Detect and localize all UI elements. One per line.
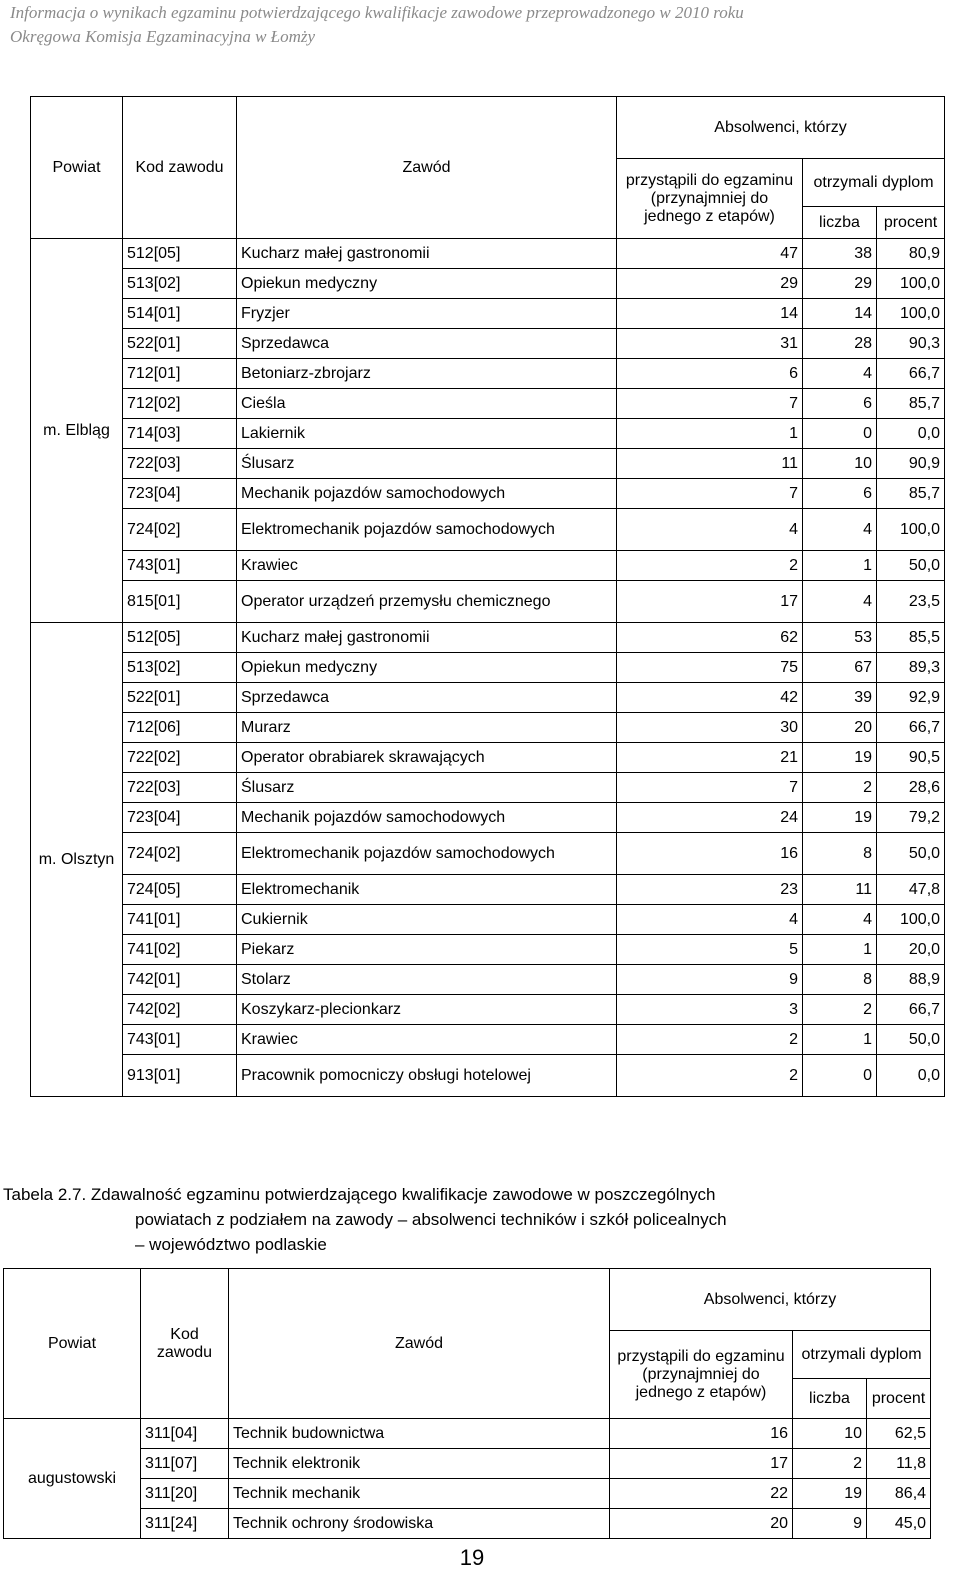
przystapili-cell: 3 (617, 995, 803, 1025)
przystapili-cell: 4 (617, 509, 803, 551)
header-przystapili-label: przystąpili do egzaminu (617, 1347, 785, 1365)
zawod-cell: Lakiernik (237, 419, 617, 449)
przystapili-cell: 75 (617, 653, 803, 683)
table-row (31, 269, 945, 299)
przystapili-cell: 2 (617, 1055, 803, 1097)
table-row (31, 995, 945, 1025)
procent-cell: 90,5 (877, 743, 945, 773)
table-row (31, 509, 945, 551)
table-row (31, 359, 945, 389)
table-row (31, 875, 945, 905)
header-kod-zawodu: Kod zawodu (123, 97, 237, 239)
liczba-cell: 14 (803, 299, 877, 329)
przystapili-cell: 42 (617, 683, 803, 713)
liczba-cell: 1 (803, 1025, 877, 1055)
page-header (0, 0, 960, 52)
header-zawod: Zawód (229, 1269, 610, 1419)
zawod-cell: Mechanik pojazdów samochodowych (237, 803, 617, 833)
procent-cell: 62,5 (867, 1419, 931, 1449)
przystapili-cell: 14 (617, 299, 803, 329)
kod-cell: 723[04] (123, 803, 237, 833)
kod-cell: 311[20] (141, 1479, 229, 1509)
header-zawod: Zawód (237, 97, 617, 239)
zawod-cell: Elektromechanik pojazdów samochodowych (237, 509, 617, 551)
caption-line-3: – województwo podlaskie (135, 1235, 327, 1254)
header-absolwenci: Absolwenci, którzy (610, 1269, 931, 1331)
przystapili-cell: 47 (617, 239, 803, 269)
header-przystapili-note: (przynajmniej do jednego z etapów) (644, 189, 775, 225)
kod-cell: 714[03] (123, 419, 237, 449)
zawod-cell: Ślusarz (237, 773, 617, 803)
kod-cell: 712[06] (123, 713, 237, 743)
procent-cell: 89,3 (877, 653, 945, 683)
zawod-cell: Koszykarz-plecionkarz (237, 995, 617, 1025)
table-row (31, 773, 945, 803)
kod-cell: 743[01] (123, 1025, 237, 1055)
header-przystapili (610, 1331, 793, 1419)
header-otrzymali: otrzymali dyplom (793, 1331, 931, 1379)
header-przystapili-label: przystąpili do egzaminu (625, 171, 794, 189)
liczba-cell: 6 (803, 389, 877, 419)
table-row (4, 1509, 931, 1539)
procent-cell: 11,8 (867, 1449, 931, 1479)
header-liczba: liczba (793, 1379, 867, 1419)
liczba-cell: 4 (803, 509, 877, 551)
kod-cell: 512[05] (123, 623, 237, 653)
header-otrzymali: otrzymali dyplom (803, 159, 945, 207)
przystapili-cell: 62 (617, 623, 803, 653)
caption-line-2: powiatach z podziałem na zawody – absolwenci techników i szkół policealnych (135, 1210, 727, 1229)
header-kod-zawodu: Kod zawodu (141, 1269, 229, 1419)
header-liczba: liczba (803, 207, 877, 239)
kod-cell: 522[01] (123, 683, 237, 713)
table-row (4, 1419, 931, 1449)
zawod-cell: Technik elektronik (229, 1449, 610, 1479)
liczba-cell: 38 (803, 239, 877, 269)
header-procent: procent (867, 1379, 931, 1419)
table-row (31, 329, 945, 359)
zawod-cell: Sprzedawca (237, 329, 617, 359)
page-number: 19 (459, 1545, 485, 1570)
przystapili-cell: 16 (617, 833, 803, 875)
liczba-cell: 0 (803, 419, 877, 449)
table-row (31, 389, 945, 419)
procent-cell: 79,2 (877, 803, 945, 833)
kod-cell: 741[01] (123, 905, 237, 935)
procent-cell: 47,8 (877, 875, 945, 905)
powiat-cell: m. Olsztyn (31, 623, 123, 1097)
kod-cell: 722[03] (123, 449, 237, 479)
kod-cell: 742[02] (123, 995, 237, 1025)
procent-cell: 90,9 (877, 449, 945, 479)
przystapili-cell: 16 (610, 1419, 793, 1449)
kod-cell: 513[02] (123, 653, 237, 683)
kod-cell: 311[04] (141, 1419, 229, 1449)
table-row (31, 299, 945, 329)
procent-cell: 20,0 (877, 935, 945, 965)
procent-cell: 50,0 (877, 833, 945, 875)
header-przystapili-note: (przynajmniej do jednego z etapów) (635, 1365, 767, 1401)
zawod-cell: Cukiernik (237, 905, 617, 935)
zawod-cell: Cieśla (237, 389, 617, 419)
przystapili-cell: 24 (617, 803, 803, 833)
procent-cell: 100,0 (877, 905, 945, 935)
procent-cell: 92,9 (877, 683, 945, 713)
przystapili-cell: 20 (610, 1509, 793, 1539)
kod-cell: 712[02] (123, 389, 237, 419)
table-row (31, 653, 945, 683)
results-table-1 (30, 96, 945, 1097)
table-row (31, 683, 945, 713)
zawod-cell: Elektromechanik pojazdów samochodowych (237, 833, 617, 875)
kod-cell: 741[02] (123, 935, 237, 965)
kod-cell: 724[05] (123, 875, 237, 905)
zawod-cell: Elektromechanik (237, 875, 617, 905)
liczba-cell: 8 (803, 965, 877, 995)
procent-cell: 66,7 (877, 995, 945, 1025)
przystapili-cell: 7 (617, 773, 803, 803)
liczba-cell: 2 (803, 995, 877, 1025)
przystapili-cell: 4 (617, 905, 803, 935)
table-row (31, 479, 945, 509)
liczba-cell: 1 (803, 935, 877, 965)
header-line-1: Informacja o wynikach egzaminu potwierdzającego kwalifikacje zawodowe przeprowadzonego w 2010 roku (10, 3, 744, 22)
kod-cell: 311[24] (141, 1509, 229, 1539)
liczba-cell: 11 (803, 875, 877, 905)
przystapili-cell: 6 (617, 359, 803, 389)
liczba-cell: 2 (803, 773, 877, 803)
przystapili-cell: 2 (617, 551, 803, 581)
header-przystapili (617, 159, 803, 239)
przystapili-cell: 2 (617, 1025, 803, 1055)
procent-cell: 45,0 (867, 1509, 931, 1539)
liczba-cell: 8 (803, 833, 877, 875)
kod-cell: 743[01] (123, 551, 237, 581)
zawod-cell: Ślusarz (237, 449, 617, 479)
liczba-cell: 53 (803, 623, 877, 653)
table-row (31, 743, 945, 773)
przystapili-cell: 9 (617, 965, 803, 995)
procent-cell: 80,9 (877, 239, 945, 269)
liczba-cell: 6 (803, 479, 877, 509)
liczba-cell: 19 (793, 1479, 867, 1509)
table-row (31, 965, 945, 995)
zawod-cell: Sprzedawca (237, 683, 617, 713)
kod-cell: 722[03] (123, 773, 237, 803)
liczba-cell: 10 (803, 449, 877, 479)
zawod-cell: Operator obrabiarek skrawających (237, 743, 617, 773)
liczba-cell: 4 (803, 359, 877, 389)
procent-cell: 0,0 (877, 1055, 945, 1097)
liczba-cell: 67 (803, 653, 877, 683)
przystapili-cell: 31 (617, 329, 803, 359)
procent-cell: 100,0 (877, 299, 945, 329)
przystapili-cell: 5 (617, 935, 803, 965)
powiat-cell: m. Elbląg (31, 239, 123, 623)
zawod-cell: Stolarz (237, 965, 617, 995)
liczba-cell: 9 (793, 1509, 867, 1539)
table-row (31, 803, 945, 833)
zawod-cell: Betoniarz-zbrojarz (237, 359, 617, 389)
zawod-cell: Operator urządzeń przemysłu chemicznego (237, 581, 617, 623)
kod-cell: 512[05] (123, 239, 237, 269)
przystapili-cell: 30 (617, 713, 803, 743)
zawod-cell: Opiekun medyczny (237, 269, 617, 299)
procent-cell: 0,0 (877, 419, 945, 449)
liczba-cell: 19 (803, 803, 877, 833)
procent-cell: 50,0 (877, 1025, 945, 1055)
przystapili-cell: 7 (617, 389, 803, 419)
header-powiat: Powiat (31, 97, 123, 239)
kod-cell: 311[07] (141, 1449, 229, 1479)
kod-cell: 722[02] (123, 743, 237, 773)
przystapili-cell: 17 (610, 1449, 793, 1479)
liczba-cell: 10 (793, 1419, 867, 1449)
zawod-cell: Krawiec (237, 1025, 617, 1055)
header-absolwenci: Absolwenci, którzy (617, 97, 945, 159)
procent-cell: 66,7 (877, 713, 945, 743)
kod-cell: 724[02] (123, 509, 237, 551)
table-row (31, 1025, 945, 1055)
table-caption (3, 1182, 933, 1257)
liczba-cell: 0 (803, 1055, 877, 1097)
przystapili-cell: 29 (617, 269, 803, 299)
kod-cell: 815[01] (123, 581, 237, 623)
procent-cell: 100,0 (877, 509, 945, 551)
table-row (31, 239, 945, 269)
zawod-cell: Kucharz małej gastronomii (237, 623, 617, 653)
procent-cell: 85,7 (877, 389, 945, 419)
liczba-cell: 1 (803, 551, 877, 581)
przystapili-cell: 22 (610, 1479, 793, 1509)
procent-cell: 28,6 (877, 773, 945, 803)
kod-cell: 513[02] (123, 269, 237, 299)
zawod-cell: Mechanik pojazdów samochodowych (237, 479, 617, 509)
caption-line-1: Tabela 2.7. Zdawalność egzaminu potwierdzającego kwalifikacje zawodowe w poszczególnych (3, 1185, 716, 1204)
zawod-cell: Krawiec (237, 551, 617, 581)
przystapili-cell: 23 (617, 875, 803, 905)
przystapili-cell: 21 (617, 743, 803, 773)
przystapili-cell: 11 (617, 449, 803, 479)
liczba-cell: 29 (803, 269, 877, 299)
table-row (31, 623, 945, 653)
procent-cell: 100,0 (877, 269, 945, 299)
procent-cell: 88,9 (877, 965, 945, 995)
zawod-cell: Technik ochrony środowiska (229, 1509, 610, 1539)
table-row (31, 419, 945, 449)
liczba-cell: 4 (803, 581, 877, 623)
zawod-cell: Murarz (237, 713, 617, 743)
przystapili-cell: 1 (617, 419, 803, 449)
results-table-2 (3, 1268, 931, 1539)
zawod-cell: Technik mechanik (229, 1479, 610, 1509)
procent-cell: 66,7 (877, 359, 945, 389)
header-powiat: Powiat (4, 1269, 141, 1419)
procent-cell: 86,4 (867, 1479, 931, 1509)
table-row (31, 449, 945, 479)
procent-cell: 50,0 (877, 551, 945, 581)
przystapili-cell: 17 (617, 581, 803, 623)
zawod-cell: Technik budownictwa (229, 1419, 610, 1449)
kod-cell: 712[01] (123, 359, 237, 389)
powiat-cell: augustowski (4, 1419, 141, 1539)
kod-cell: 724[02] (123, 833, 237, 875)
kod-cell: 742[01] (123, 965, 237, 995)
procent-cell: 23,5 (877, 581, 945, 623)
liczba-cell: 2 (793, 1449, 867, 1479)
zawod-cell: Fryzjer (237, 299, 617, 329)
zawod-cell: Pracownik pomocniczy obsługi hotelowej (237, 1055, 617, 1097)
procent-cell: 85,7 (877, 479, 945, 509)
kod-cell: 522[01] (123, 329, 237, 359)
liczba-cell: 19 (803, 743, 877, 773)
zawod-cell: Opiekun medyczny (237, 653, 617, 683)
table-row (4, 1449, 931, 1479)
liczba-cell: 39 (803, 683, 877, 713)
table-row (31, 551, 945, 581)
table-row (31, 833, 945, 875)
table-row (31, 935, 945, 965)
procent-cell: 85,5 (877, 623, 945, 653)
kod-cell: 514[01] (123, 299, 237, 329)
table-row (31, 581, 945, 623)
header-line-2: Okręgowa Komisja Egzaminacyjna w Łomży (10, 27, 316, 46)
table-row (4, 1479, 931, 1509)
table-row (31, 713, 945, 743)
przystapili-cell: 7 (617, 479, 803, 509)
zawod-cell: Piekarz (237, 935, 617, 965)
liczba-cell: 28 (803, 329, 877, 359)
header-procent: procent (877, 207, 945, 239)
procent-cell: 90,3 (877, 329, 945, 359)
liczba-cell: 4 (803, 905, 877, 935)
table-row (31, 905, 945, 935)
table-row (31, 1055, 945, 1097)
zawod-cell: Kucharz małej gastronomii (237, 239, 617, 269)
liczba-cell: 20 (803, 713, 877, 743)
kod-cell: 723[04] (123, 479, 237, 509)
kod-cell: 913[01] (123, 1055, 237, 1097)
